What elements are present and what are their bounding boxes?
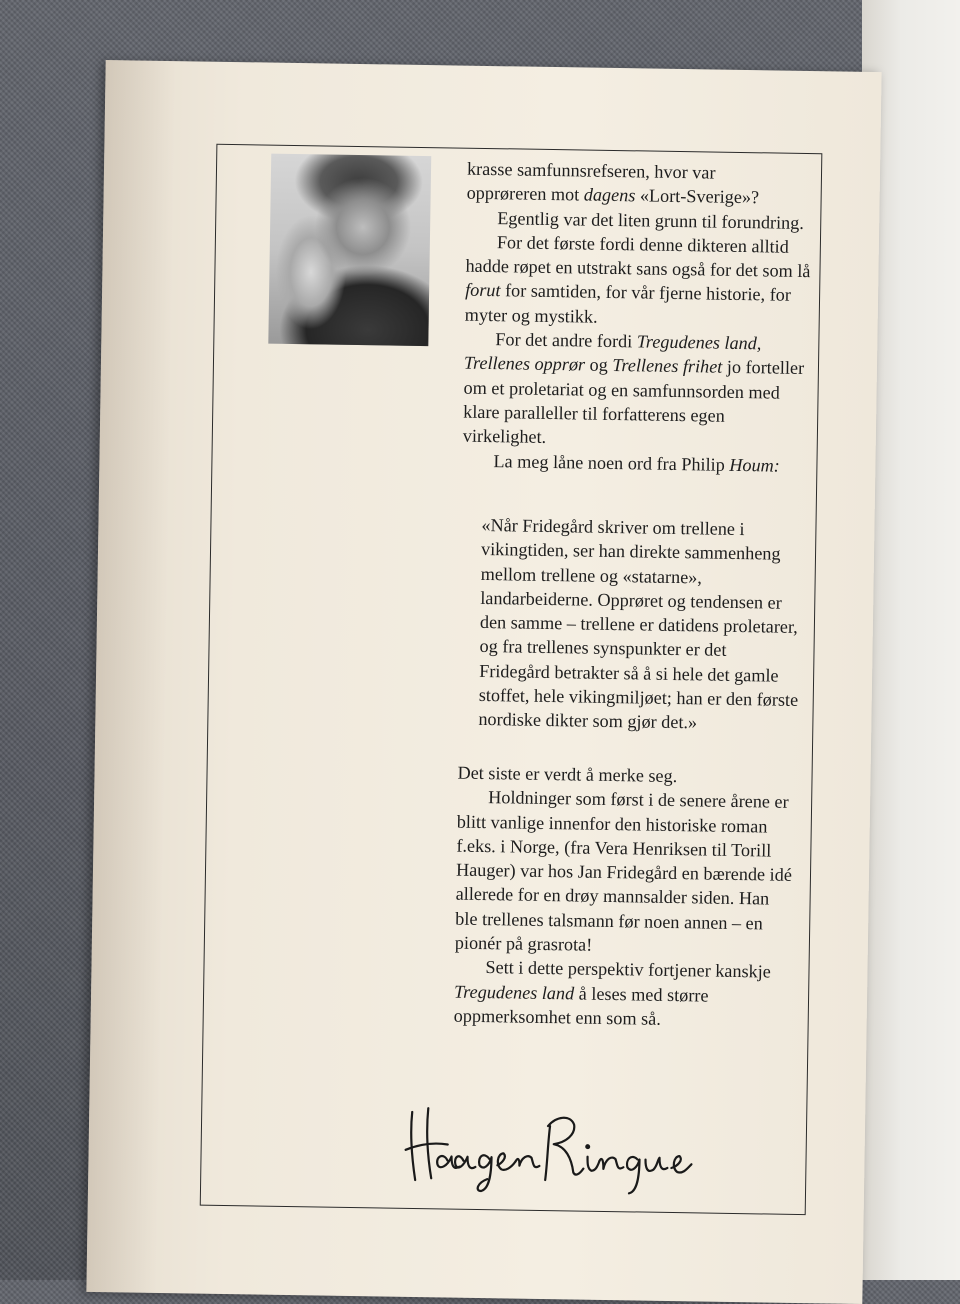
paragraph-1 [466,157,812,211]
author-portrait [268,154,431,346]
p5-pre: La meg låne noen ord fra Philip [493,450,730,475]
p8-pre: Sett i dette perspektiv fortjener kanskje [485,957,771,982]
paragraph-4 [463,327,810,454]
paragraph-8 [454,955,795,1033]
paragraph-2: Egentlig var det liten grunn til forundring. [497,207,805,233]
p8-post: å leses med større oppmerksomhet enn som så. [453,983,709,1029]
p3-em: forut [464,280,501,301]
line-1: krasse samfunnsrefseren, hvor var [466,158,716,183]
book-page [86,60,881,1304]
p3-pre: For det første fordi denne dikteren alltid hadde røpet en utstrakt sans også for det som lå [465,232,811,282]
line-2-pre: opprøreren mot [466,182,584,205]
p8-em: Tregudenes land [453,981,575,1004]
p3-post: for samtiden, for vår fjerne historie, for myter og mystikk. [464,280,792,327]
line-2-em: dagens [583,184,636,206]
p4-em1: Tregudenes land, Trellenes opprør [463,331,762,375]
p4-mid: og [584,354,613,376]
block-quote: «Når Fridegård skriver om trellene i vikingtiden, ser han direkte sammenheng mellom trellene og «statarne», landarbeiderne. Opprøret og tendensen er den samme – trellene er datidens proletarer, og fra trellenes synspunkter er det Fridegård betrakter så å si hele det gamle stoffet, hele vikingmiljøet; han er den første nordiske dikter som gjør det.» [478,514,799,733]
line-2-post: «Lort-Sverige»? [635,185,760,208]
paragraph-6: Det siste er verdt å merke seg. [457,762,678,787]
p5-em: Houm: [729,454,780,476]
p4-post: jo forteller om et proletariat og en samfunnsorden med klare paralleller til forfatterens egen virkelighet. [462,357,805,448]
text-frame [200,144,823,1215]
handwritten-signature [397,1094,699,1199]
paragraph-5 [462,448,807,478]
text-column-bottom [454,761,798,1034]
p4-pre: For det andre fordi [495,329,637,352]
paragraph-7: Holdninger som først i de senere årene er blitt vanlige innenfor den historiske roman f.eks. i Norge, (fra Vera Henriksen til Torill Hauger) var hos Jan Fridegård en bærende idé allerede for en drøy mannsalder siden. Han ble trellenes talsmann før noen annen – en pionér på grasrota! [454,787,793,955]
text-column-top [462,157,812,478]
p4-em2: Trellenes frihet [612,355,723,378]
paragraph-3 [465,230,811,333]
